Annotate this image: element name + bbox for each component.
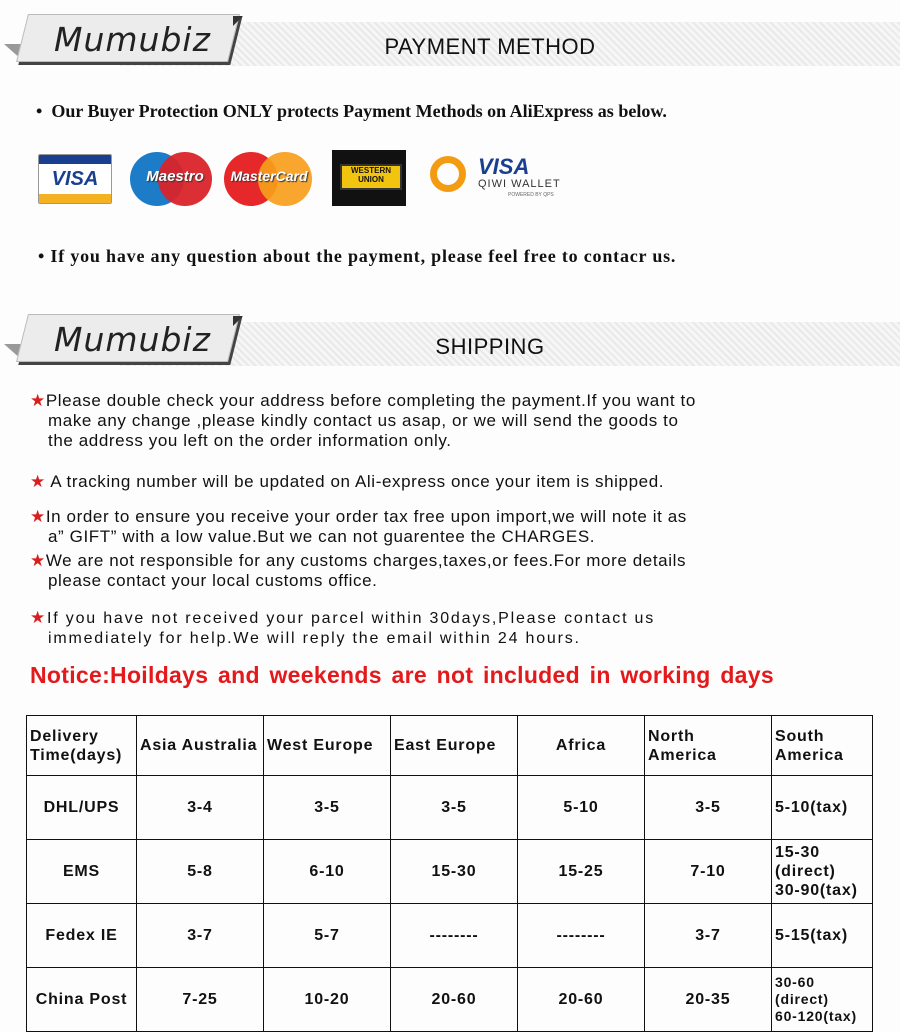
value-cell: 6-10 xyxy=(264,840,391,904)
question-note: If you have any question about the payment, please feel free to contacr us. xyxy=(50,246,677,266)
shipping-item: ★If you have not received your parcel within 30days,Please contact us immediately for help.We will reply the email within 24 hours. xyxy=(30,608,656,647)
shipping-title: SHIPPING xyxy=(435,334,545,359)
table-header-row xyxy=(27,716,873,776)
value-cell: 20-60 xyxy=(518,968,645,1032)
value-cell: 5-8 xyxy=(137,840,264,904)
western-union-logo: WESTERN UNION xyxy=(332,150,406,206)
table-row xyxy=(27,776,873,840)
qiwi-wallet-logo: VISA QIWI WALLET POWERED BY QPS xyxy=(430,150,570,206)
header-north-america: North America xyxy=(645,716,772,776)
header-delivery-time: Delivery Time(days) xyxy=(27,716,137,776)
protection-note: Our Buyer Protection ONLY protects Payment Methods on AliExpress as below. xyxy=(51,101,667,121)
value-cell: 15-25 xyxy=(518,840,645,904)
shipping-section-header xyxy=(0,314,900,366)
value-cell: -------- xyxy=(391,904,518,968)
maestro-logo: Maestro xyxy=(130,150,220,208)
value-cell: 5-10 xyxy=(518,776,645,840)
star-icon: ★ xyxy=(30,608,48,627)
table-row xyxy=(27,840,873,904)
star-icon: ★ xyxy=(30,551,46,570)
brand-name: Mumubiz xyxy=(54,320,211,359)
bullet: • xyxy=(36,101,43,121)
carrier-cell: China Post xyxy=(27,968,137,1032)
value-cell: 5-15(tax) xyxy=(772,904,873,968)
value-cell: 7-10 xyxy=(645,840,772,904)
value-cell: -------- xyxy=(518,904,645,968)
payment-title: PAYMENT METHOD xyxy=(384,34,596,59)
header-corner xyxy=(233,316,243,326)
value-cell: 30-60 (direct) 60-120(tax) xyxy=(772,968,873,1032)
header-west-europe: West Europe xyxy=(264,716,391,776)
shipping-item: ★ A tracking number will be updated on Ali-express once your item is shipped. xyxy=(30,472,665,491)
visa-logo: VISA xyxy=(38,154,112,204)
value-cell: 20-60 xyxy=(391,968,518,1032)
value-cell: 7-25 xyxy=(137,968,264,1032)
header-corner xyxy=(233,16,243,26)
value-cell: 3-5 xyxy=(645,776,772,840)
shipping-item: ★In order to ensure you receive your order tax free upon import,we will note it as a” GIFT” with a low value.But we can not guarentee the CHARGES. xyxy=(30,507,687,546)
question-note-row xyxy=(38,246,676,267)
star-icon: ★ xyxy=(30,391,46,410)
value-cell: 15-30 xyxy=(391,840,518,904)
star-icon: ★ xyxy=(30,507,46,526)
header-south-america: South America xyxy=(772,716,873,776)
table-row xyxy=(27,968,873,1032)
delivery-time-table xyxy=(26,715,873,1032)
protection-note-row xyxy=(36,101,667,122)
value-cell: 3-5 xyxy=(391,776,518,840)
shipping-item: ★We are not responsible for any customs charges,taxes,or fees.For more details please contact your local customs office. xyxy=(30,551,687,590)
brand-name: Mumubiz xyxy=(54,20,211,59)
carrier-cell: DHL/UPS xyxy=(27,776,137,840)
header-asia-australia: Asia Australia xyxy=(137,716,264,776)
star-icon: ★ xyxy=(30,472,46,491)
shipping-item: ★Please double check your address before completing the payment.If you want to make any change ,please kindly contact us asap, or we will send the goods to the address you left on the order information only. xyxy=(30,391,696,450)
value-cell: 15-30 (direct) 30-90(tax) xyxy=(772,840,873,904)
working-days-notice: Notice:Hoildays and weekends are not included in working days xyxy=(30,662,774,688)
header-africa: Africa xyxy=(518,716,645,776)
carrier-cell: EMS xyxy=(27,840,137,904)
value-cell: 20-35 xyxy=(645,968,772,1032)
value-cell: 3-5 xyxy=(264,776,391,840)
header-east-europe: East Europe xyxy=(391,716,518,776)
value-cell: 3-4 xyxy=(137,776,264,840)
value-cell: 3-7 xyxy=(137,904,264,968)
table-row xyxy=(27,904,873,968)
bullet: • xyxy=(38,246,46,266)
value-cell: 10-20 xyxy=(264,968,391,1032)
value-cell: 5-7 xyxy=(264,904,391,968)
carrier-cell: Fedex IE xyxy=(27,904,137,968)
payment-section-header xyxy=(0,14,900,66)
value-cell: 5-10(tax) xyxy=(772,776,873,840)
value-cell: 3-7 xyxy=(645,904,772,968)
mastercard-logo: MasterCard xyxy=(224,150,314,208)
